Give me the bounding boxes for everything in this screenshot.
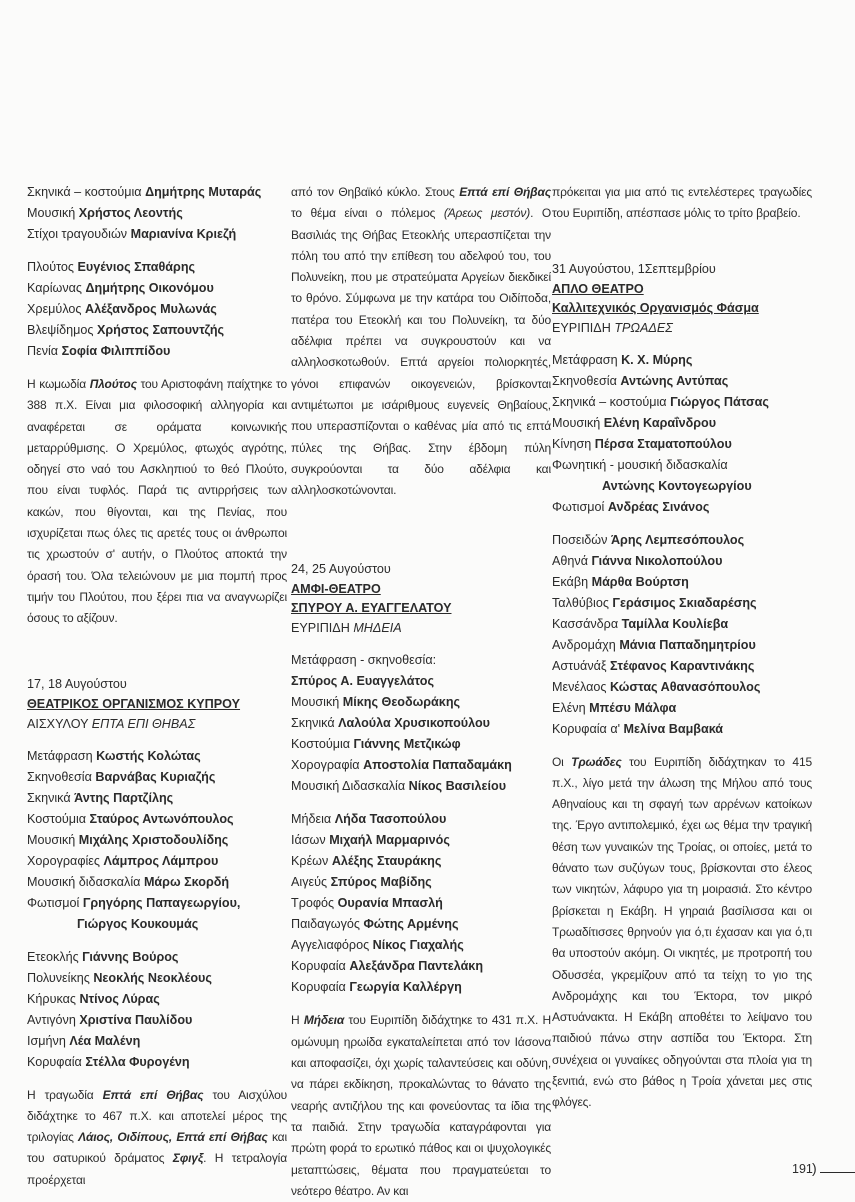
credit-line bbox=[291, 755, 551, 776]
cast-role: Εκάβη bbox=[552, 574, 592, 589]
credit-line bbox=[27, 893, 287, 914]
cast-line bbox=[552, 719, 812, 740]
cast-role: Κορυφαία α' bbox=[552, 721, 624, 736]
text-run: . Ο Βασιλιάς της Θήβας Ετεοκλής υπερασπίζεται την πόλη του από την επίθεση του αδελφού του, του Πολυνείκη, που με στρατεύματα Αργείων διεκδικεί το θρόνο. Σύμφωνα με την κατάρα του Οιδίποδα, πατέρα του Ετεοκλή και του Πολυνείκη, τα δύο αδέλφια πρέπει να συγκρουστούν και να αλληλοσκοτωθούν. Επτά αργείοι πολιορκητές, γόνοι επιφανών οικογενειών, βρίσκονται αντιμέτωποι με ισάριθμους ευγενείς Θηβαίους, που υπερασπίζονται ο καθένας μία από τις επτά πύλες της Θήβας. Στην έβδομη πύλη συγκρούονται τα δύο αδέλφια και αλληλοσκοτώνονται. bbox=[291, 206, 551, 498]
credit-name: Κ. Χ. Μύρης bbox=[621, 352, 693, 367]
work-title: Λάιος, Οιδίπους, Επτά επί Θήβας bbox=[78, 1130, 268, 1145]
cast-line bbox=[552, 635, 812, 656]
cast-role: Ετεοκλής bbox=[27, 949, 83, 964]
cast-line bbox=[552, 698, 812, 719]
cast-name: Δημήτρης Οικονόμου bbox=[85, 281, 214, 295]
cast-role: Αιγεύς bbox=[291, 875, 331, 890]
credit-role: Μετάφραση - σκηνοθεσία: bbox=[291, 653, 437, 668]
text-run: του Αισχύλου διδάχτηκε το 467 π.Χ. και αποτελεί μέρος της τριλογίας bbox=[27, 1087, 288, 1145]
cast-line bbox=[291, 956, 551, 977]
cast-medea bbox=[291, 809, 551, 998]
quote: (Άρεως μεστόν) bbox=[443, 206, 531, 221]
event-seven bbox=[27, 674, 287, 734]
credit-name: Γρηγόρης Παπαγεωργίου, bbox=[82, 895, 241, 910]
cast-line bbox=[27, 1052, 287, 1073]
column-3 bbox=[552, 182, 812, 1114]
credit-role: Μουσική bbox=[552, 415, 604, 430]
cast-role: Κορυφαία bbox=[291, 959, 350, 974]
cast-seven bbox=[27, 947, 287, 1073]
work-author: ΑΙΣΧΥΛΟΥ bbox=[27, 716, 92, 731]
credit-name: Βαρνάβας Κυριαζής bbox=[95, 769, 216, 784]
cast-role: Μενέλαος bbox=[552, 679, 610, 694]
credit-name: Ανδρέας Σινάνος bbox=[607, 499, 710, 514]
cast-name: Λήδα Τασοπούλου bbox=[334, 812, 447, 827]
credit-line bbox=[27, 872, 287, 893]
cast-name: Λέα Μαλένη bbox=[69, 1033, 141, 1048]
cast-line bbox=[552, 593, 812, 614]
credit-role: Φωτισμοί bbox=[552, 499, 608, 514]
credit-role: Μουσική bbox=[291, 695, 343, 710]
credit-line bbox=[291, 671, 551, 692]
cast-role: Πολυνείκης bbox=[27, 970, 94, 985]
credit-role: Μουσική bbox=[27, 206, 79, 220]
credit-line bbox=[27, 203, 287, 224]
cast-role: Αθηνά bbox=[552, 553, 592, 568]
cast-name: Σοφία Φιλιππίδου bbox=[61, 344, 171, 358]
credits-plutus bbox=[27, 182, 287, 245]
cast-plutus bbox=[27, 257, 287, 362]
credit-role: Μετάφραση bbox=[552, 352, 622, 367]
cast-name: Νίκος Γιαχαλής bbox=[372, 938, 464, 953]
seven-synopsis bbox=[27, 1085, 287, 1191]
work-title: ΤΡΩΑΔΕΣ bbox=[614, 320, 673, 335]
page-number: 191 bbox=[792, 1162, 813, 1176]
work-title: Μήδεια bbox=[303, 1013, 345, 1028]
cast-line bbox=[552, 572, 812, 593]
cast-line bbox=[552, 614, 812, 635]
cast-name: Ταμίλλα Κουλίεβα bbox=[621, 616, 729, 631]
cast-role: Ισμήνη bbox=[27, 1033, 70, 1048]
work-author: ΕΥΡΙΠΙΔΗ bbox=[552, 320, 615, 335]
credit-role: Σκηνοθεσία bbox=[27, 769, 96, 784]
credit-line bbox=[27, 830, 287, 851]
credit-line bbox=[27, 182, 287, 203]
event-medea bbox=[291, 559, 551, 638]
cast-role: Μήδεια bbox=[291, 812, 335, 827]
credit-name: Μίκης Θεοδωράκης bbox=[342, 695, 461, 710]
cast-role: Ανδρομάχη bbox=[552, 637, 620, 652]
credits-troades bbox=[552, 350, 812, 518]
cast-role: Αγγελιαφόρος bbox=[291, 938, 373, 953]
credit-line bbox=[552, 350, 812, 371]
credit-role: Μουσική bbox=[27, 832, 79, 847]
cast-line bbox=[552, 656, 812, 677]
work-title: ΜΗΔΕΙΑ bbox=[353, 621, 402, 636]
cast-line bbox=[552, 551, 812, 572]
cast-role: Ταλθύβιος bbox=[552, 595, 613, 610]
credit-name: Γιώργος Πάτσας bbox=[670, 394, 769, 409]
credit-role: Στίχοι τραγουδιών bbox=[27, 227, 131, 241]
text-run: του Ευριπίδη διδάχτηκαν το 415 π.Χ., λίγο μετά την άλωση της Μήλου από τους Αθηναίους και τη σφαγή των αρρένων κατοίκων της. Έργο αντιπολεμικό, έχει ως θέμα την τραγική θέση των γυναικών της Τροίας, οι οποίες, μετά το θάνατο των συζύγων τους, βρίσκονται στο έλεος των νικητών, λάφυρο για τη μοιρασιά. Στο κέντρο βρίσκεται η Εκάβη. Η γηραιά βασίλισσα και οι Τρωαδίτισσες θρηνούν για ό,τι έχασαν και για ό,τι θα υποστούν ακόμη. Οι νικητές, με προτροπή του Οδυσσέα, γκρεμίζουν από τα τείχη το γιο της Ανδρομάχης και του Έκτορα, τον μικρό Αστυάνακτα. Η Εκάβη αποθέτει το λείψανο του παιδιού πάνω στην ασπίδα του Έκτορα. Στη συνέχεια οι γυναίκες οδηγούνται στα πλοία για τη ξενιτιά, ενώ στο βάθος η Τροία χάνεται μες στις φλόγες. bbox=[552, 754, 812, 1110]
cast-name: Στέφανος Καραντινάκης bbox=[610, 658, 755, 673]
credits-seven bbox=[27, 746, 287, 935]
work-title: Επτά επί Θήβας bbox=[102, 1087, 204, 1102]
text-run: Η κωμωδία bbox=[27, 377, 90, 391]
credit-name: Λάμπρος Λάμπρου bbox=[103, 853, 219, 868]
cast-name: Ντίνος Λύρας bbox=[79, 991, 160, 1006]
credit-name: Σταύρος Αντωνόπουλος bbox=[89, 811, 234, 826]
event-venue: ΘΕΑΤΡΙΚΟΣ ΟΡΓΑΝΙΣΜΟΣ ΚΥΠΡΟΥ bbox=[27, 696, 241, 711]
credit-line bbox=[552, 413, 812, 434]
credit-line bbox=[27, 851, 287, 872]
text-run: και του σατυρικού δράματος bbox=[27, 1130, 287, 1166]
event-date: 31 Αυγούστου, 1Σεπτεμβρίου bbox=[552, 261, 716, 276]
text-run: Η bbox=[291, 1013, 304, 1028]
cast-name: Μπέσυ Μάλφα bbox=[589, 700, 677, 715]
credit-role: Σκηνικά bbox=[27, 790, 75, 805]
cast-line bbox=[27, 1010, 287, 1031]
cast-role: Τροφός bbox=[291, 896, 338, 911]
cast-line bbox=[27, 257, 287, 278]
credit-role: Σκηνικά – κοστούμια bbox=[552, 394, 671, 409]
credit-line bbox=[552, 371, 812, 392]
cast-name: Γεωργία Καλλέργη bbox=[349, 980, 462, 995]
work-title: Σφιγξ bbox=[172, 1151, 204, 1166]
cast-line bbox=[27, 989, 287, 1010]
work-title: Επτά επί Θήβας bbox=[459, 185, 551, 199]
credit-role: Κοστούμια bbox=[291, 737, 354, 752]
credit-name: Μιχάλης Χριστοδουλίδης bbox=[78, 832, 229, 847]
cast-name: Άρης Λεμπεσόπουλος bbox=[610, 532, 745, 547]
cast-line bbox=[291, 830, 551, 851]
credit-line bbox=[27, 224, 287, 245]
credit-name: Αποστολία Παπαδαμάκη bbox=[363, 758, 512, 773]
cast-line bbox=[552, 530, 812, 551]
event-venue: ΑΠΛΟ ΘΕΑΤΡΟ bbox=[552, 281, 644, 296]
cast-line bbox=[291, 914, 551, 935]
cast-name: Αλέξανδρος Μυλωνάς bbox=[85, 302, 217, 316]
credit-line bbox=[27, 767, 287, 788]
cast-name: Αλέξης Σταυράκης bbox=[331, 854, 442, 869]
cast-role: Πενία bbox=[27, 344, 62, 358]
credit-line bbox=[27, 746, 287, 767]
credit-role: Σκηνικά bbox=[291, 716, 339, 731]
cast-name: Γιάννης Βούρος bbox=[82, 949, 179, 964]
credit-line bbox=[291, 692, 551, 713]
cast-line bbox=[291, 872, 551, 893]
credit-line bbox=[552, 434, 812, 455]
credit-name: Γιάννης Μετζικώφ bbox=[353, 737, 461, 752]
cast-name: Μελίνα Βαμβακά bbox=[623, 721, 724, 736]
credit-name: Ελένη Καραΐνδρου bbox=[603, 415, 717, 430]
cast-role: Πλούτος bbox=[27, 260, 78, 274]
credit-name: Σπύρος Α. Ευαγγελάτος bbox=[291, 674, 435, 689]
cast-name: Νεοκλής Νεοκλέους bbox=[93, 970, 212, 985]
cast-role: Χρεμύλος bbox=[27, 302, 86, 316]
credit-line bbox=[291, 734, 551, 755]
credits-medea bbox=[291, 650, 551, 797]
cast-line bbox=[291, 851, 551, 872]
cast-role: Ποσειδών bbox=[552, 532, 611, 547]
cast-line bbox=[291, 809, 551, 830]
credit-role: Μουσική διδασκαλία bbox=[27, 874, 144, 889]
column-1 bbox=[27, 182, 287, 1191]
cast-role: Ιάσων bbox=[291, 833, 330, 848]
cast-line bbox=[27, 1031, 287, 1052]
cast-role: Καρίωνας bbox=[27, 281, 86, 295]
cast-role: Ελένη bbox=[552, 700, 590, 715]
credit-name: Άντης Παρτζίλης bbox=[74, 790, 174, 805]
credit-line bbox=[27, 809, 287, 830]
text-run: από τον Θηβαϊκό κύκλο. Στους bbox=[291, 185, 460, 199]
cast-name: Γεράσιμος Σκιαδαρέσης bbox=[612, 595, 757, 610]
cast-role: Αντιγόνη bbox=[27, 1012, 80, 1027]
work-title: Τρωάδες bbox=[571, 754, 622, 769]
cast-line bbox=[27, 947, 287, 968]
cast-role: Αστυάνάξ bbox=[552, 658, 611, 673]
cast-line bbox=[27, 341, 287, 362]
cast-name: Γιάννα Νικολοπούλου bbox=[591, 553, 723, 568]
medea-synopsis-cont: πρόκειται για μια από τις εντελέστερες τραγωδίες του Ευριπίδη, απέσπασε μόλις το τρίτο βραβείο. bbox=[552, 185, 812, 221]
event-venue: ΑΜΦΙ-ΘΕΑΤΡΟ bbox=[291, 582, 381, 597]
cast-name: Σπύρος Μαβίδης bbox=[330, 875, 432, 890]
credit-line bbox=[27, 788, 287, 809]
seven-synopsis-cont bbox=[291, 182, 551, 501]
event-work bbox=[552, 318, 812, 338]
cast-line bbox=[291, 935, 551, 956]
credit-name: Αντώνης Κοντογεωργίου bbox=[602, 478, 752, 493]
cast-role: Κορυφαία bbox=[27, 1054, 86, 1069]
cast-name: Μιχαήλ Μαρμαρινός bbox=[329, 833, 450, 848]
cast-name: Μάνια Παπαδημητρίου bbox=[619, 637, 756, 652]
text-run: Οι bbox=[552, 754, 572, 769]
work-title: ΕΠΤΑ ΕΠΙ ΘΗΒΑΣ bbox=[91, 716, 196, 731]
medea-synopsis bbox=[291, 1010, 551, 1202]
cast-line bbox=[291, 893, 551, 914]
text-run: το θέμα είναι ο πόλεμος bbox=[291, 206, 444, 221]
page-number-rule bbox=[820, 1172, 855, 1173]
cast-line bbox=[552, 677, 812, 698]
cast-name: Στέλλα Φυρογένη bbox=[85, 1054, 190, 1069]
cast-role: Κήρυκας bbox=[27, 991, 80, 1006]
plutus-synopsis bbox=[27, 374, 287, 630]
text-run: του Ευριπίδη διδάχτηκε το 431 π.Χ. Η ομώνυμη ηρωίδα εγκαταλείπεται από τον Ιάσονα και αποφασίζει, όχι χωρίς ταλαντεύσεις και οδύνη, να πάρει εκδίκηση, προκαλώντας το θάνατο της νεαρής αντιζήλου της και φονεύοντας τα ίδια της τα παιδιά. Στην τραγωδία καταγράφονται για πρώτη φορά το ερωτικό πάθος και οι ψυχολογικές μεταπτώσεις, θέματα που πραγματεύεται το νεότερο θέατρο. Αν και bbox=[291, 1013, 551, 1198]
event-venue: Καλλιτεχνικός Οργανισμός Φάσμα bbox=[552, 300, 759, 315]
text-run: του Αριστοφάνη παίχτηκε το 388 π.Χ. Είναι μια φιλοσοφική αλληγορία και αναφέρεται σε οράματα κοινωνικής μεταρρύθμισης. Ο Χρεμύλος, φτωχός αγρότης, οδηγεί στο ναό του Ασκληπιού το θεό Πλούτο, που είναι τυφλός. Παρά τις αντιρρήσεις των κακών, που θίγονται, και της Πενίας, που ισχυρίζεται πως όλες τις αρετές τους οι άνθρωποι τις χρωστούν σ' αυτήν, ο Πλούτος αποκτά την όρασή του. Όλα τελειώνουν με μια πομπή προς τιμήν του Πλούτου, που ξέρει πια να αναγνωρίζει όσους το αξίζουν. bbox=[27, 377, 287, 626]
cast-role: Κασσάνδρα bbox=[552, 616, 622, 631]
cast-name: Ουρανία Μπασλή bbox=[337, 896, 443, 911]
credit-name: Νίκος Βασιλείου bbox=[408, 779, 507, 794]
text-run: Η τραγωδία bbox=[27, 1087, 103, 1102]
cast-name: Μάρθα Βούρτση bbox=[591, 574, 689, 589]
credit-line bbox=[552, 497, 812, 518]
text-run: . Η τετραλογία προέρχεται bbox=[27, 1151, 287, 1187]
credit-line bbox=[552, 455, 812, 476]
credit-line bbox=[27, 914, 287, 935]
event-work bbox=[291, 618, 551, 638]
credit-name: Λαλούλα Χρυσικοπούλου bbox=[338, 716, 490, 731]
credit-name: Μάρω Σκορδή bbox=[143, 874, 230, 889]
credit-name: Πέρσα Σταματοπούλου bbox=[594, 436, 732, 451]
event-date: 24, 25 Αυγούστου bbox=[291, 562, 391, 577]
credit-role: Μουσική Διδασκαλία bbox=[291, 779, 409, 794]
cast-role: Βλεψίδημος bbox=[27, 323, 97, 337]
column-2 bbox=[291, 182, 551, 1202]
cast-name: Αλεξάνδρα Παντελάκη bbox=[349, 959, 484, 974]
credit-name: Δημήτρης Μυταράς bbox=[145, 185, 262, 199]
credit-line bbox=[552, 392, 812, 413]
cast-role: Κορυφαία bbox=[291, 980, 350, 995]
cast-role: Κρέων bbox=[291, 854, 332, 869]
credit-line bbox=[552, 476, 812, 497]
credit-name: Χρήστος Λεοντής bbox=[78, 206, 183, 220]
cast-line bbox=[27, 278, 287, 299]
event-venue: ΣΠΥΡΟΥ Α. ΕΥΑΓΓΕΛΑΤΟΥ bbox=[291, 601, 452, 616]
credit-role: Χορογραφία bbox=[291, 758, 364, 773]
troades-synopsis bbox=[552, 752, 812, 1114]
cast-line bbox=[291, 977, 551, 998]
work-author: ΕΥΡΙΠΙΔΗ bbox=[291, 621, 354, 636]
cast-name: Ευγένιος Σπαθάρης bbox=[77, 260, 196, 274]
event-work bbox=[27, 714, 287, 734]
credit-role: Μετάφραση bbox=[27, 748, 97, 763]
cast-name: Χριστίνα Παυλίδου bbox=[79, 1012, 193, 1027]
credit-line bbox=[291, 713, 551, 734]
credit-role: Σκηνοθεσία bbox=[552, 373, 621, 388]
credit-role: Σκηνικά – κοστούμια bbox=[27, 185, 146, 199]
event-date: 17, 18 Αυγούστου bbox=[27, 676, 127, 691]
cast-troades bbox=[552, 530, 812, 740]
credit-role: Χορογραφίες bbox=[27, 853, 104, 868]
credit-name: Αντώνης Αντύπας bbox=[620, 373, 729, 388]
cast-role: Παιδαγωγός bbox=[291, 917, 364, 932]
cast-line bbox=[27, 320, 287, 341]
cast-name: Φώτης Αρμένης bbox=[363, 917, 459, 932]
credit-role: Κοστούμια bbox=[27, 811, 90, 826]
page-number-ornament: ) bbox=[812, 1160, 817, 1176]
work-title: Πλούτος bbox=[89, 377, 137, 391]
credit-role: Κίνηση bbox=[552, 436, 595, 451]
credit-name: Κωστής Κολώτας bbox=[96, 748, 201, 763]
credit-name: Γιώργος Κουκουμάς bbox=[77, 916, 199, 931]
cast-name: Κώστας Αθανασόπουλος bbox=[609, 679, 761, 694]
cast-line bbox=[27, 299, 287, 320]
credit-role: Φωτισμοί bbox=[27, 895, 83, 910]
credit-role: Φωνητική - μουσική διδασκαλία bbox=[552, 457, 728, 472]
credit-name: Μαριανίνα Κριεζή bbox=[130, 227, 237, 241]
cast-name: Χρήστος Σαπουντζής bbox=[96, 323, 225, 337]
cast-line bbox=[27, 968, 287, 989]
credit-line bbox=[291, 776, 551, 797]
event-troades bbox=[552, 259, 812, 338]
